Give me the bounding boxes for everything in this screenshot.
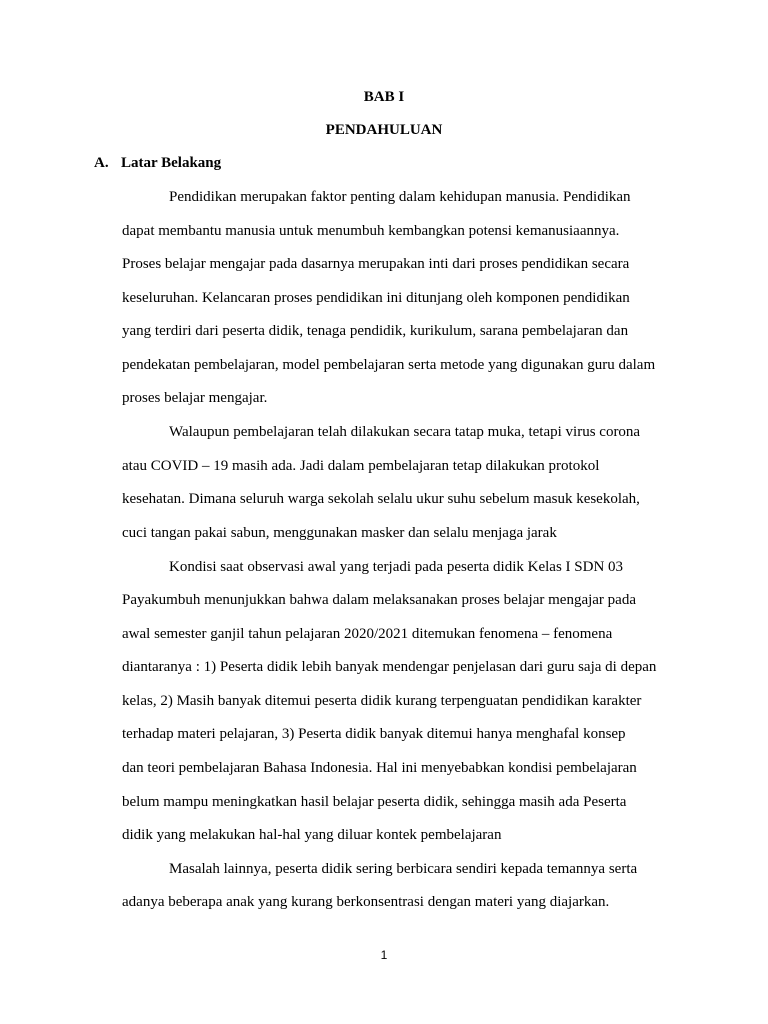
paragraph-line: Pendidikan merupakan faktor penting dalam kehidupan manusia. Pendidikan [169,189,631,205]
paragraph-line: diantaranya : 1) Peserta didik lebih banyak mendengar penjelasan dari guru saja di depan [122,659,657,675]
section-title: Latar Belakang [121,155,222,171]
paragraph-line: didik yang melakukan hal-hal yang diluar kontek pembelajaran [122,827,502,843]
paragraph-line: keseluruhan. Kelancaran proses pendidikan ini ditunjang oleh komponen pendidikan [122,290,630,306]
paragraph-line: adanya beberapa anak yang kurang berkonsentrasi dengan materi yang diajarkan. [122,894,610,910]
paragraph-line: Kondisi saat observasi awal yang terjadi pada peserta didik Kelas I SDN 03 [169,559,624,575]
paragraph-line: awal semester ganjil tahun pelajaran 2020/2021 ditemukan fenomena – fenomena [122,626,613,642]
paragraph-line: Masalah lainnya, peserta didik sering berbicara sendiri kepada temannya serta [169,861,638,877]
paragraph-line: Walaupun pembelajaran telah dilakukan secara tatap muka, tetapi virus corona [169,424,641,440]
section-letter: A. [94,155,109,171]
paragraph-line: proses belajar mengajar. [122,390,268,406]
paragraph-line: atau COVID – 19 masih ada. Jadi dalam pembelajaran tetap dilakukan protokol [122,458,600,474]
page-number: 1 [380,948,388,962]
paragraph-line: dan teori pembelajaran Bahasa Indonesia. Hal ini menyebabkan kondisi pembelajaran [122,760,637,776]
paragraph-line: yang terdiri dari peserta didik, tenaga pendidik, kurikulum, sarana pembelajaran dan [122,323,629,339]
paragraph-line: terhadap materi pelajaran, 3) Peserta didik banyak ditemui hanya menghafal konsep [122,726,626,742]
paragraph-line: cuci tangan pakai sabun, menggunakan masker dan selalu menjaga jarak [122,525,557,541]
section-heading [94,154,221,172]
paragraph-line: Payakumbuh menunjukkan bahwa dalam melaksanakan proses belajar mengajar pada [122,592,636,608]
paragraph-line: pendekatan pembelajaran, model pembelajaran serta metode yang digunakan guru dalam [122,357,656,373]
paragraph-line: dapat membantu manusia untuk menumbuh kembangkan potensi kemanusiaannya. [122,223,620,239]
paragraph-line: kelas, 2) Masih banyak ditemui peserta didik kurang terpenguatan pendidikan karakter [122,693,642,709]
paragraph-line: belum mampu meningkatkan hasil belajar peserta didik, sehingga masih ada Peserta [122,794,627,810]
paragraph-line: kesehatan. Dimana seluruh warga sekolah selalu ukur suhu sebelum masuk kesekolah, [122,491,640,507]
chapter-number: BAB I [363,89,405,105]
chapter-title: PENDAHULUAN [325,122,443,138]
paragraph-line: Proses belajar mengajar pada dasarnya merupakan inti dari proses pendidikan secara [122,256,630,272]
